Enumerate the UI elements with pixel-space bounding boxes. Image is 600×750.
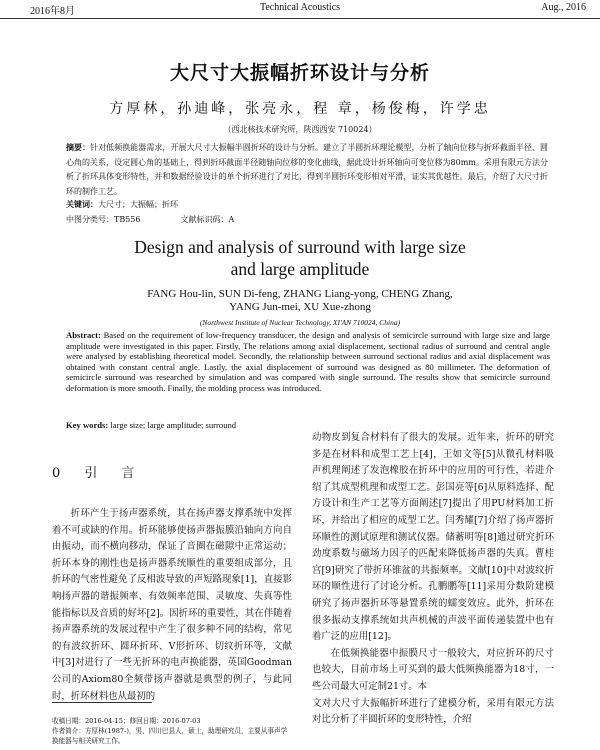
paper-title-en — [0, 236, 600, 280]
body-right-column — [312, 430, 554, 729]
title-en-line2: and large amplitude — [230, 259, 370, 279]
keywords-en — [66, 420, 236, 430]
header-date-en: Aug., 2016 — [541, 2, 586, 13]
footnote-author-bio: 作者简介：方厚林(1987-)，男，四川巴县人，硕士，助理研究员，主要从事声学换能器与相关研究工作。 — [52, 727, 288, 745]
keywords-cn — [66, 199, 178, 210]
authors-en — [0, 288, 600, 314]
abstract-en — [66, 330, 550, 394]
footnote-received-date: 收稿日期：2016-04-15；修回日期：2016-07-03 — [52, 717, 201, 725]
body-left-paragraph: 折环产生于扬声器系统，其在扬声器支撑系统中发挥着不可或缺的作用。折环能够使扬声器振膜沿轴向方向自由振动，而不横向移动，保证了音圈在磁隙中正常运动；折环本身的刚性也是扬声器系统顺性的重要组成部分，且折环的气密性避免了反相波导致的声短路现象[1]，直接影响扬声器的谐振频率、有效频率范围、灵敏度、失真等性能指标以及音质的好坏[2]。因折环的重要性，其在伴随着扬声器系统的发展过程中产生了很多种不同的结构，常见的有波纹折环、圆环折环、V形折环、切纹折环等，文献中[3]对进行了一些无折环的电声换能器，英国Goodman公司的Axiom80全频带扬声器就是典型的例子，与此同时，折环材料也从最初的 — [52, 508, 292, 702]
authors-en-line2: YANG Jun-mei, XU Xue-zhong — [229, 301, 371, 313]
running-header — [0, 0, 600, 19]
affiliation-en: (Northwest Institute of Nuclear Technology, XI'AN 710024, China) — [199, 318, 401, 327]
classification-cn — [66, 214, 234, 225]
authors-cn: 方厚林，孙迪峰，张亮永，程 章，杨俊梅，许学忠 — [109, 101, 491, 117]
section-heading-introduction: 0 引 言 — [52, 466, 145, 481]
abstract-cn-text: 针对低频换能器需求，开展大尺寸大振幅半圆折环的设计与分析。建立了半圆折环理论模型，分析了轴向位移与折环截面半径、圆心角的关系，设定圆心角的基础上，得到折环截面半径随轴向位移的变化曲线，据此设计折环轴向可变位移为80mm。采用有限元方法分析了折环具体变形特性，并和数据经验设计的单个折环进行了对比，得到半圆折环变形相对平滑，证实其优越性。最后，介绍了大尺寸折环的制作工艺。 — [66, 143, 549, 196]
keywords-en-label: Key words: — [66, 420, 109, 430]
paper-title-cn: 大尺寸大振幅折环设计与分析 — [169, 62, 430, 84]
abstract-en-label: Abstract: — [66, 330, 101, 340]
keywords-en-text: large size; large amplitude; surround — [110, 420, 237, 430]
body-right-paragraph-2: 在低频换能器中振膜尺寸一般较大，对应折环的尺寸也较大，目前市场上可买到的最大低频换能器为18寸，一些公司最大可定制21寸。本 — [312, 647, 554, 692]
footnote-divider — [52, 702, 152, 703]
abstract-cn — [66, 140, 548, 199]
document-code: 文献标识码：A — [180, 215, 235, 224]
body-right-paragraph-1: 动物皮到复合材料有了很大的发展。近年来，折环的研究多是在材料和成型工艺上[4]，王如文等[5]从微孔材料吸声机理阐述了发泡橡胶在折环中的应用的可行性，若进介绍了其成型机理和成型工艺。彭国亮等[6]从原料选择、配方设计和生产工艺等方面阐述[7]提出了用PU材料加工折环，并给出了相应的成型工艺。闫秀耀[7]介绍了扬声器折环顺性的测试原理和测试仪器。储蓄明等[8]通过研究折环劲度系数与磁场力因子的匹配来降低扬声器的失真。曹桂宫[9]研究了带折环锥盆的共振频率。文献[10]中对波纹折环的顺性进行了讨论分析。孔鹏鹏等[11]采用分数阶建模研究了扬声器折环等悬置系统的蠕变效应。此外，折环在很多振动支撑系统如共声机械的声波平面传递装置中也有着广泛的应用[12]。 — [312, 432, 554, 643]
title-en-line1: Design and analysis of surround with large size — [134, 237, 466, 257]
body-right-paragraph-3: 文对大尺寸大振幅折环进行了建模分析，采用有限元方法对比分析了半圆折环的变形特性，介绍 — [312, 697, 554, 726]
header-journal: Technical Acoustics — [259, 2, 341, 13]
abstract-cn-label: 摘要： — [66, 142, 91, 152]
header-date: 2016年8月 — [30, 6, 75, 17]
body-left-column — [52, 506, 292, 705]
abstract-en-text: Based on the requirement of low-frequency transducer, the design and analysis of semicircle surround with large size and large amplitude were investigated in this paper. Firstly, The relations among axial displacement, sectional radius of surround and central angle were analysed by establishing theoretical model. Secondly, the relationship between surround sectional radius and axial displacement was obtained with constant central angle. Lastly, the axial displacement of surround was designed as 80 millimeter. The deformation of semicircle surround was researched by simulation and was compared with single surround. The results show that semicircle surround deformation is more smooth. Finally, the molding process was introduced. — [66, 330, 550, 393]
keywords-cn-text: 大尺寸；大振幅；折环 — [98, 200, 178, 209]
clc-number: 中图分类号：TB556 — [66, 215, 141, 224]
authors-en-line1: FANG Hou-lin, SUN Di-feng, ZHANG Liang-yong, CHENG Zhang, — [147, 288, 453, 300]
keywords-cn-label: 关键词： — [66, 199, 98, 209]
affiliation-cn: （西北核技术研究所，陕西西安 710024） — [223, 125, 377, 134]
